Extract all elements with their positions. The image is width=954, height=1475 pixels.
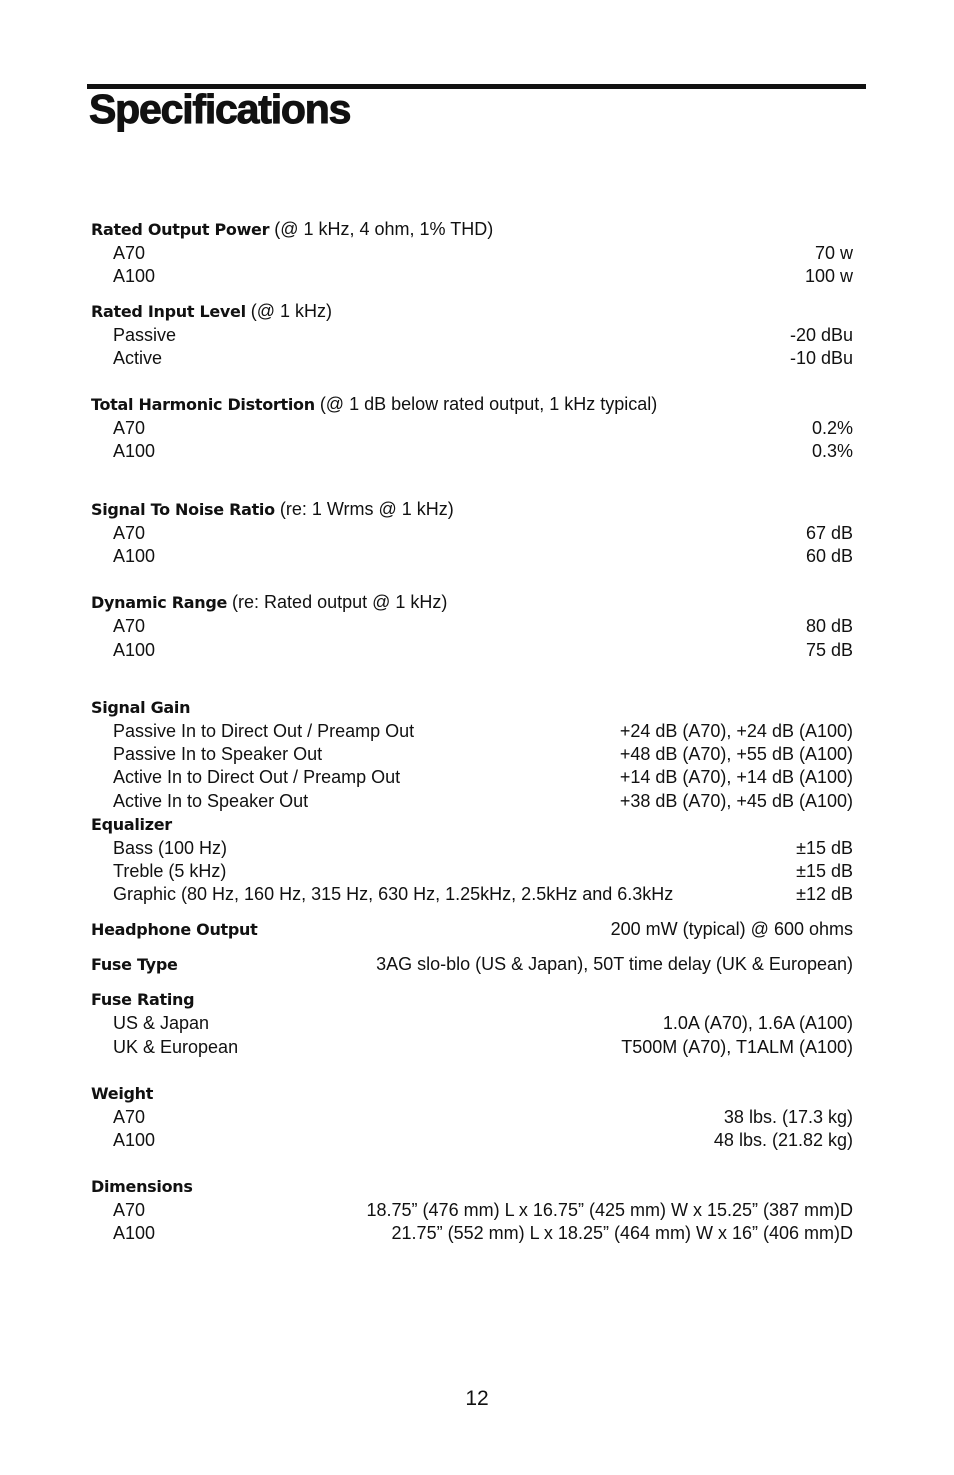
spec-heading-weight — [91, 1082, 853, 1105]
spec-heading-equalizer — [91, 813, 853, 836]
spec-label: A100 — [113, 546, 156, 566]
spec-label: A100 — [113, 441, 156, 461]
spec-label: A70 — [113, 1107, 146, 1127]
spec-label: A100 — [113, 1130, 156, 1150]
spec-label: Passive — [113, 325, 177, 345]
spec-row — [91, 790, 853, 813]
spec-heading: Signal To Noise Ratio — [91, 500, 275, 519]
spec-value: 38 lbs. (17.3 kg) — [723, 1107, 853, 1127]
spec-heading: Headphone Output — [91, 920, 258, 939]
spec-label: Treble (5 kHz) — [113, 861, 227, 881]
spec-label: A100 — [113, 640, 156, 660]
spec-label: A70 — [113, 418, 146, 438]
spec-label: Active In to Direct Out / Preamp Out — [113, 767, 401, 787]
spec-heading-rated-input-level — [91, 300, 853, 323]
spec-row-headphone-output — [91, 918, 853, 941]
spec-value: 60 dB — [805, 546, 853, 566]
spec-label: Graphic (80 Hz, 160 Hz, 315 Hz, 630 Hz, 1.25kHz, 2.5kHz and 6.3kHz — [113, 884, 674, 904]
spec-row — [91, 639, 853, 662]
spec-value: 67 dB — [805, 523, 853, 543]
spec-value: 100 w — [804, 266, 853, 286]
spec-row — [91, 1036, 853, 1059]
spec-label: UK & European — [113, 1037, 239, 1057]
spec-row — [91, 743, 853, 766]
spec-value: ±15 dB — [796, 838, 853, 858]
spec-condition: (re: 1 Wrms @ 1 kHz) — [279, 499, 454, 519]
spec-row — [91, 720, 853, 743]
spec-heading-fuse-rating — [91, 988, 853, 1011]
spec-row — [91, 883, 853, 906]
spec-label: A70 — [113, 243, 146, 263]
spec-heading: Fuse Type — [91, 955, 178, 974]
spec-value: 80 dB — [805, 616, 853, 636]
spec-heading: Weight — [91, 1084, 154, 1103]
spec-row — [91, 242, 853, 265]
spec-value: 0.3% — [811, 441, 853, 461]
spec-row — [91, 324, 853, 347]
spec-row — [91, 837, 853, 860]
spec-label: Active In to Speaker Out — [113, 791, 309, 811]
spec-heading: Rated Input Level — [91, 302, 246, 321]
spec-label: A100 — [113, 266, 156, 286]
spec-label: Bass (100 Hz) — [113, 838, 228, 858]
spec-label: A70 — [113, 523, 146, 543]
spec-row — [91, 522, 853, 545]
spec-heading-rated-output-power — [91, 218, 853, 241]
spec-value: +48 dB (A70), +55 dB (A100) — [619, 744, 853, 764]
spec-label: Active — [113, 348, 163, 368]
spec-heading: Signal Gain — [91, 698, 191, 717]
spec-heading: Dynamic Range — [91, 593, 228, 612]
spec-value: 3AG slo-blo (US & Japan), 50T time delay (UK & European) — [376, 954, 853, 974]
spec-row-fuse-type — [91, 953, 853, 976]
spec-value: ±12 dB — [796, 884, 853, 904]
spec-condition: (@ 1 dB below rated output, 1 kHz typical) — [319, 394, 658, 414]
spec-value: 18.75” (476 mm) L x 16.75” (425 mm) W x 15.25” (387 mm)D — [366, 1200, 853, 1220]
spec-row — [91, 417, 853, 440]
spec-value: +24 dB (A70), +24 dB (A100) — [619, 721, 853, 741]
spec-row — [91, 1129, 853, 1152]
spec-heading: Rated Output Power — [91, 220, 270, 239]
spec-label: A100 — [113, 1223, 156, 1243]
spec-heading: Fuse Rating — [91, 990, 195, 1009]
spec-value: 21.75” (552 mm) L x 18.25” (464 mm) W x 16” (406 mm)D — [391, 1223, 853, 1243]
spec-row — [91, 766, 853, 789]
spec-label: Passive In to Direct Out / Preamp Out — [113, 721, 415, 741]
spec-value: +14 dB (A70), +14 dB (A100) — [619, 767, 853, 787]
spec-row — [91, 1106, 853, 1129]
spec-heading-dynamic-range — [91, 591, 853, 614]
spec-condition: (@ 1 kHz) — [250, 301, 333, 321]
spec-heading: Total Harmonic Distortion — [91, 395, 315, 414]
spec-condition: (re: Rated output @ 1 kHz) — [232, 592, 448, 612]
spec-label: Passive In to Speaker Out — [113, 744, 323, 764]
spec-value: ±15 dB — [796, 861, 853, 881]
page-number: 12 — [465, 1387, 489, 1410]
page-title: Specifications — [89, 86, 351, 132]
spec-heading: Dimensions — [91, 1177, 193, 1196]
spec-row — [91, 347, 853, 370]
spec-label: US & Japan — [113, 1013, 210, 1033]
spec-row — [91, 1222, 853, 1245]
spec-row — [91, 615, 853, 638]
spec-condition: (@ 1 kHz, 4 ohm, 1% THD) — [274, 219, 494, 239]
spec-row — [91, 1199, 853, 1222]
spec-label: A70 — [113, 616, 146, 636]
spec-heading-thd — [91, 393, 853, 416]
spec-label: A70 — [113, 1200, 146, 1220]
spec-row — [91, 440, 853, 463]
spec-row — [91, 1012, 853, 1035]
spec-heading-snr — [91, 498, 853, 521]
spec-row — [91, 860, 853, 883]
spec-heading-signal-gain — [91, 696, 853, 719]
spec-heading-dimensions — [91, 1175, 853, 1198]
spec-value: 200 mW (typical) @ 600 ohms — [610, 919, 853, 939]
spec-value: +38 dB (A70), +45 dB (A100) — [619, 791, 853, 811]
spec-value: -20 dBu — [789, 325, 853, 345]
spec-value: 1.0A (A70), 1.6A (A100) — [662, 1013, 853, 1033]
spec-row — [91, 545, 853, 568]
spec-value: 48 lbs. (21.82 kg) — [713, 1130, 853, 1150]
spec-value: T500M (A70), T1ALM (A100) — [621, 1037, 853, 1057]
spec-row — [91, 265, 853, 288]
spec-heading: Equalizer — [91, 815, 172, 834]
spec-value: 75 dB — [805, 640, 853, 660]
spec-value: 0.2% — [811, 418, 853, 438]
spec-value: 70 w — [814, 243, 853, 263]
spec-value: -10 dBu — [789, 348, 853, 368]
